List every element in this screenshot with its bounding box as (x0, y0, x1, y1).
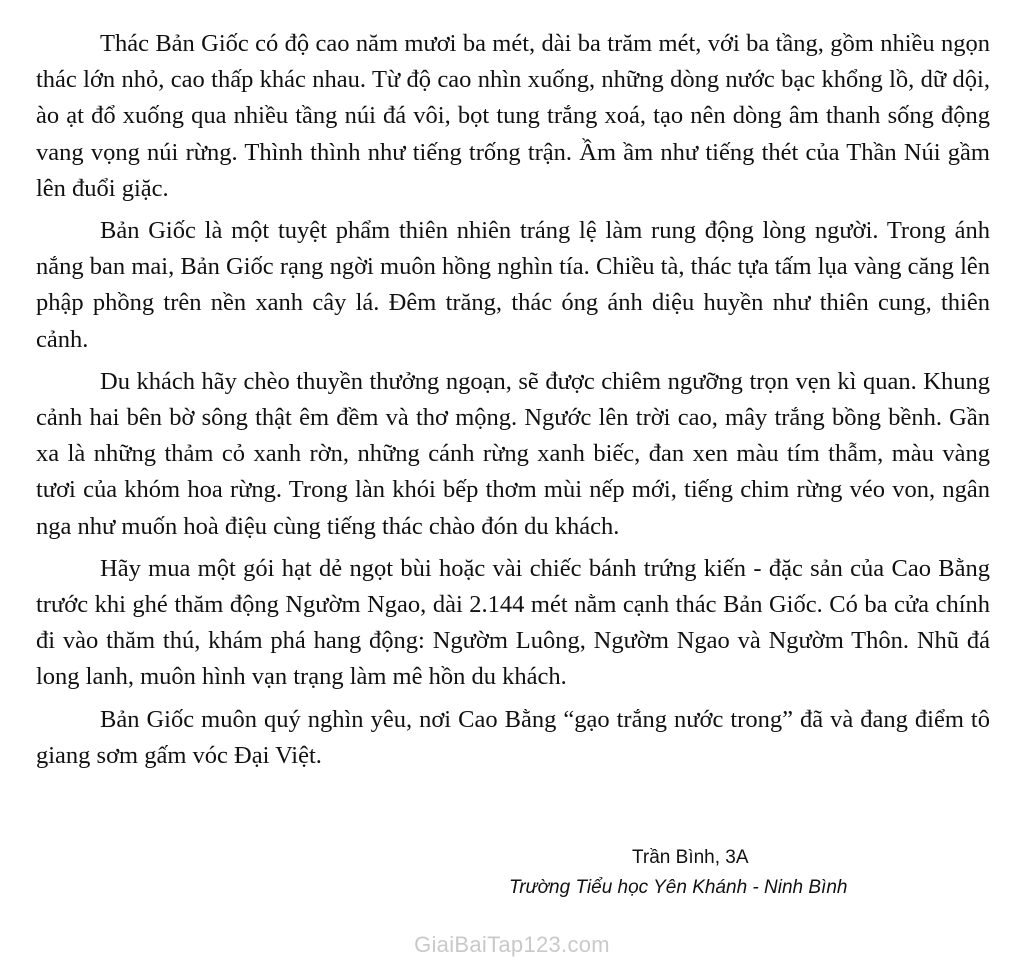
author-name: Trần Bình, 3A (632, 847, 749, 868)
document-body (36, 26, 990, 898)
paragraph-4: Hãy mua một gói hạt dẻ ngọt bùi hoặc vài chiếc bánh trứng kiến - đặc sản của Cao Bằng trước khi ghé thăm động Ngườm Ngao, dài 2.144 mét nằm cạnh thác Bản Giốc. Có ba cửa chính đi vào thăm thú, khám phá hang động: Ngườm Luông, Ngườm Ngao và Ngườm Thôn. Nhũ đá long lanh, muôn hình vạn trạng làm mê hồn du khách. (36, 554, 990, 691)
author-school: Trường Tiểu học Yên Khánh - Ninh Bình (509, 877, 848, 898)
paragraph-3: Du khách hãy chèo thuyền thưởng ngoạn, sẽ được chiêm ngưỡng trọn vẹn kì quan. Khung cảnh hai bên bờ sông thật êm đềm và thơ mộng. Ngước lên trời cao, mây trắng bồng bềnh. Gần xa là những thảm cỏ xanh rờn, những cánh rừng xanh biếc, đan xen màu tím thẫm, màu vàng tươi của khóm hoa rừng. Trong làn khói bếp thơm mùi nếp mới, tiếng chim rừng véo von, ngân nga như muốn hoà điệu cùng tiếng thác chào đón du khách. (36, 367, 990, 540)
paragraph-5: Bản Giốc muôn quý nghìn yêu, nơi Cao Bằng “gạo trắng nước trong” đã và đang điểm tô giang sơm gấm vóc Đại Việt. (36, 705, 990, 769)
paragraph-2: Bản Giốc là một tuyệt phẩm thiên nhiên tráng lệ làm rung động lòng người. Trong ánh nắng ban mai, Bản Giốc rạng ngời muôn hồng nghìn tía. Chiều tà, thác tựa tấm lụa vàng căng lên phập phồng trên nền xanh cây lá. Đêm trăng, thác óng ánh diệu huyền như thiên cung, thiên cảnh. (36, 217, 990, 353)
signature-block (36, 843, 990, 903)
watermark: GiaiBaiTap123.com (414, 932, 610, 957)
paragraph-1: Thác Bản Giốc có độ cao năm mươi ba mét, dài ba trăm mét, với ba tầng, gồm nhiều ngọn thác lớn nhỏ, cao thấp khác nhau. Từ độ cao nhìn xuống, những dòng nước bạc khổng lồ, dữ dội, ào ạt đổ xuống qua nhiều tầng núi đá vôi, bọt tung trắng xoá, tạo nên dòng âm thanh sống động vang vọng núi rừng. Thình thình như tiếng trống trận. Ầm ầm như tiếng thét của Thần Núi gầm lên đuổi giặc. (36, 30, 990, 202)
